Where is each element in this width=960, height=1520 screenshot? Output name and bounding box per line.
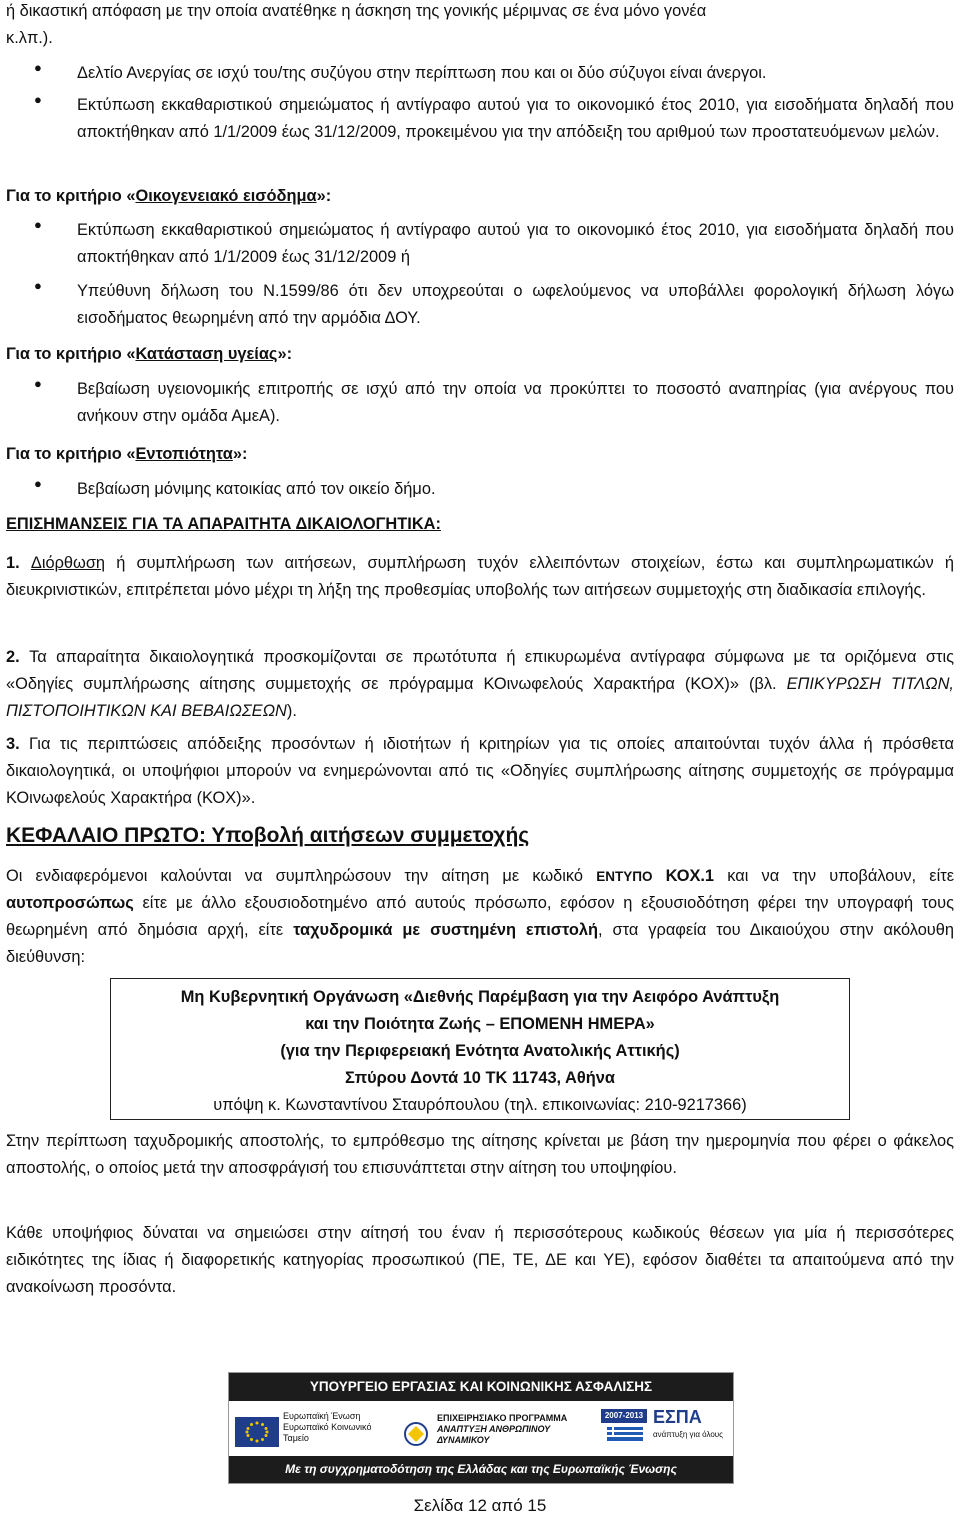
notes-heading: ΕΠΙΣΗΜΑΝΣΕΙΣ ΓΙΑ ΤΑ ΑΠΑΡΑΙΤΗΤΑ ΔΙΚΑΙΟΛΟΓΗΤΙΚΑ: — [6, 515, 441, 533]
address-line-1: Μη Κυβερνητική Οργάνωση «Διεθνής Παρέμβαση για την Αειφόρο Ανάπτυξη — [180, 988, 780, 1006]
criterion-locality-heading: Για το κριτήριο «Εντοπιότητα»: — [6, 445, 248, 463]
list-item — [0, 92, 960, 173]
intro-paragraph: Οι ενδιαφερόμενοι καλούνται να συμπληρώσουν την αίτηση με κωδικό ΕΝΤΥΠΟ ΚΟΧ.1 και να την υποβάλουν, είτε αυτοπροσώπως είτε με άλλο εξουσιοδοτημένο από αυτούς πρόσωπο, εφόσον η εξουσιοδότηση φέρει την υπογραφή τους θεωρημένη από δημόσια αρχή, είτε ταχυδρομικά με συστημένη επιστολή, στα γραφεία του Δικαιούχου στην ακόλουθη διεύθυνση: — [6, 867, 955, 966]
page-number: Σελίδα 12 από 15 — [413, 1496, 547, 1515]
top-line-1: ή δικαστική απόφαση με την οποία ανατέθηκε η άσκηση της γονικής μέριμνας σε ένα μόνο γονέα — [6, 2, 707, 20]
bullet-text: Εκτύπωση εκκαθαριστικού σημειώματος ή αντίγραφο αυτού για το οικονομικό έτος 2010, για εισοδήματα δηλαδή που αποκτήθηκαν από 1/1/2009 έως 31/12/2009, προκειμένου για την απόδειξη του αριθμού των προστατευόμενων μελών. — [77, 96, 954, 141]
bullet-text: Υπεύθυνη δήλωση του Ν.1599/86 ότι δεν υποχρεούται ο ωφελούμενος να υποβάλλει φορολογική δήλωση λόγω εισοδήματος θεωρημένη από την αρμόδια ΔΟΥ. — [77, 282, 954, 327]
bullet-text: Βεβαίωση υγειονομικής επιτροπής σε ισχύ από την οποία να προκύπτει το ποσοστό αναπηρίας (για ανέργους που ανήκουν στην ομάδα ΑμεΑ). — [77, 380, 954, 425]
codes-paragraph: Κάθε υποψήφιος δύναται να σημειώσει στην αίτησή του έναν ή περισσότερους κωδικούς θέσεων για μία ή περισσότερες ειδικότητες της ίδιας ή διαφορετικής κατηγορίας προσωπικού (ΠΕ, ΤΕ, ΔΕ και ΥΕ), εφόσον διαθέτει τα απαιτούμενα από την ανακοίνωση προσόντα. — [6, 1224, 954, 1296]
funding-banner — [228, 1372, 734, 1484]
list-item — [0, 217, 960, 271]
bullet-icon: ● — [34, 217, 42, 232]
ministry-bar: ΥΠΟΥΡΓΕΙΟ ΕΡΓΑΣΙΑΣ ΚΑΙ ΚΟΙΝΩΝΙΚΗΣ ΑΣΦΑΛΙΣΗΣ — [229, 1373, 733, 1401]
chapter-title: ΚΕΦΑΛΑΙΟ ΠΡΩΤΟ: Υποβολή αιτήσεων συμμετοχής — [6, 824, 530, 847]
bullet-text: Βεβαίωση μόνιμης κατοικίας από τον οικείο δήμο. — [77, 480, 436, 498]
program-logo-icon — [399, 1411, 433, 1457]
bullet-icon: ● — [34, 60, 42, 75]
greek-flag-icon — [607, 1427, 643, 1441]
bullet-icon: ● — [34, 92, 42, 107]
bullet-icon: ● — [34, 376, 42, 391]
note-1: 1. Διόρθωση ή συμπλήρωση των αιτήσεων, συμπλήρωση τυχόν ελλειπόντων στοιχείων, έστω και συμπληρωματικών ή διευκρινιστικών, επιτρέπεται μόνο μέχρι τη λήξη της προθεσμίας υποβολής των αιτήσεων συμμετοχής στη διαδικασία επιλογής. — [6, 554, 954, 599]
cofunding-bar: Με τη συγχρηματοδότηση της Ελλάδας και της Ευρωπαϊκής Ένωσης — [229, 1456, 733, 1483]
criterion-health-heading: Για το κριτήριο «Κατάσταση υγείας»: — [6, 345, 293, 363]
bullet-text: Δελτίο Ανεργίας σε ισχύ του/της συζύγου στην περίπτωση που και οι δύο σύζυγοι είναι άνεργοι. — [77, 64, 767, 82]
eu-label: Ευρωπαϊκή Ένωση Ευρωπαϊκό Κοινωνικό Ταμείο — [283, 1411, 372, 1443]
bullet-icon: ● — [34, 476, 42, 491]
espa-logo: ΕΣΠΑ — [653, 1407, 702, 1427]
program-label: ΕΠΙΧΕΙΡΗΣΙΑΚΟ ΠΡΟΓΡΑΜΜΑ ΑΝΑΠΤΥΞΗ ΑΝΘΡΩΠΙΝΟΥ ΔΥΝΑΜΙΚΟΥ — [437, 1413, 568, 1445]
list-item — [0, 376, 960, 430]
criterion-income-heading: Για το κριτήριο «Οικογενειακό εισόδημα»: — [6, 187, 332, 205]
list-item — [0, 476, 960, 503]
address-line-2: και την Ποιότητα Ζωής – ΕΠΟΜΕΝΗ ΗΜΕΡΑ» — [305, 1015, 655, 1033]
address-line-5: υπόψη κ. Κωνσταντίνου Σταυρόπουλου (τηλ. επικοινωνίας: 210-9217366) — [213, 1096, 747, 1114]
address-box — [110, 978, 850, 1120]
list-item — [0, 60, 960, 87]
note-2: 2. Τα απαραίτητα δικαιολογητικά προσκομίζονται σε πρωτότυπα ή επικυρωμένα αντίγραφα σύμφωνα με τα οριζόμενα στις «Οδηγίες συμπλήρωσης αίτησης συμμετοχής σε πρόγραμμα ΚΟινωφελούς Χαρακτήρα (ΚΟΧ)» (βλ. ΕΠΙΚΥΡΩΣΗ ΤΙΤΛΩΝ, ΠΙΣΤΟΠΟΙΗΤΙΚΩΝ ΚΑΙ ΒΕΒΑΙΩΣΕΩΝ). — [6, 648, 954, 720]
bullet-icon: ● — [34, 278, 42, 293]
top-line-2: κ.λπ.). — [6, 29, 53, 47]
espa-subtitle: ανάπτυξη για όλους — [653, 1430, 724, 1439]
list-item — [0, 278, 960, 332]
address-line-3: (για την Περιφερειακή Ενότητα Ανατολικής Αττικής) — [280, 1042, 680, 1060]
mail-paragraph: Στην περίπτωση ταχυδρομικής αποστολής, το εμπρόθεσμο της αίτησης κρίνεται με βάση την ημερομηνία που φέρει ο φάκελος αποστολής, ο οποίος μετά την αποσφράγισή του επισυνάπτεται στην αίτηση του υποψηφίου. — [6, 1132, 954, 1177]
espa-years: 2007-2013 — [601, 1409, 647, 1423]
eu-flag-icon — [235, 1409, 279, 1455]
address-line-4: Σπύρου Δοντά 10 ΤΚ 11743, Αθήνα — [345, 1069, 615, 1087]
note-3: 3. Για τις περιπτώσεις απόδειξης προσόντων ή ιδιοτήτων ή κριτηρίων για τις οποίες απαιτούνται τυχόν άλλα ή πρόσθετα δικαιολογητικά, οι υποψήφιοι μπορούν να ενημερώνονται από τις «Οδηγίες συμπλήρωσης αίτησης συμμετοχής σε πρόγραμμα ΚΟινωφελούς Χαρακτήρα (ΚΟΧ)». — [6, 735, 954, 807]
bullet-text: Εκτύπωση εκκαθαριστικού σημειώματος ή αντίγραφο αυτού για το οικονομικό έτος 2010, για εισοδήματα δηλαδή που αποκτήθηκαν από 1/1/2009 έως 31/12/2009 ή — [77, 221, 954, 266]
